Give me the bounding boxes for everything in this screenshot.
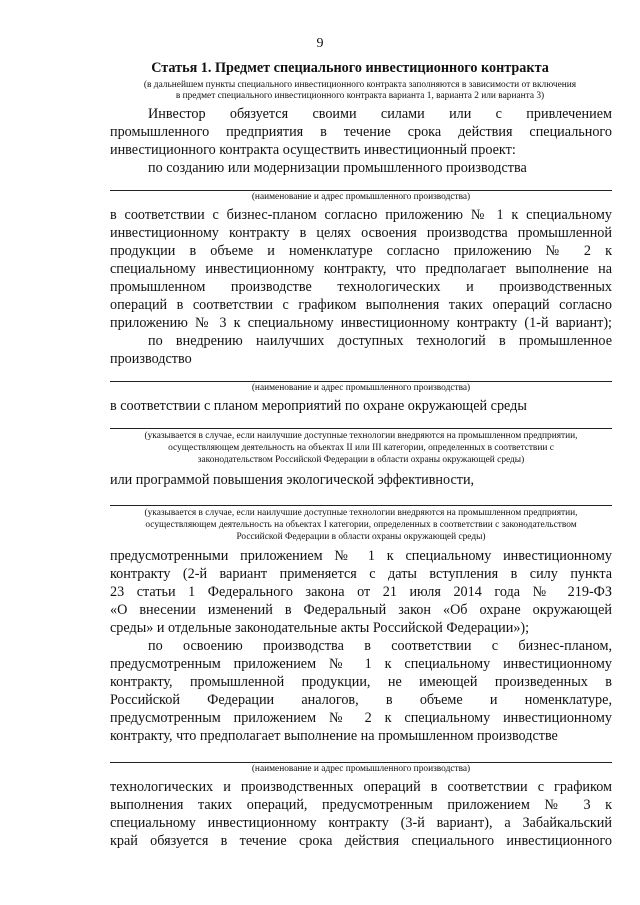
field-caption: (наименование и адрес промышленного производства) <box>251 192 471 202</box>
paragraph-line: в соответствии с бизнес-планом согласно приложению № 1 к специальному <box>110 207 612 223</box>
paragraph-line: «О внесении изменений в Федеральный закон «Об охране окружающей <box>110 602 612 618</box>
paragraph-line: предусмотренным приложением № 1 к специальному инвестиционному <box>110 656 612 672</box>
paragraph-line: по внедрению наилучших доступных технологий в промышленное <box>148 333 612 349</box>
paragraph-line: производство <box>110 351 192 367</box>
field-caption: (указывается в случае, если наилучшие доступные технологии внедряются на промышленном предприятии, <box>144 508 578 518</box>
paragraph-line: специальному инвестиционному контракту (3-й вариант), а Забайкальский <box>110 815 612 831</box>
paragraph-line: предусмотренным приложением № 2 к специальному инвестиционному <box>110 710 612 726</box>
paragraph-line: промышленном производстве технологических и производственных <box>110 279 612 295</box>
field-caption: (наименование и адрес промышленного производства) <box>251 764 471 774</box>
paragraph-line: операций в соответствии с графиком выполнения таких операций согласно <box>110 297 612 313</box>
paragraph-line: предусмотренными приложением № 1 к специальному инвестиционному <box>110 548 612 564</box>
paragraph-line: продукции в объеме и номенклатуре согласно приложению № 2 к <box>110 243 612 259</box>
paragraph-line: Российской Федерации аналогов, в объеме и номенклатуре, <box>110 692 612 708</box>
fill-in-line <box>110 428 612 429</box>
paragraph-line: в соответствии с планом мероприятий по охране окружающей среды <box>110 398 527 414</box>
fill-in-line <box>110 381 612 382</box>
paragraph-line: контракту (2-й вариант применяется с даты вступления в силу пункта <box>110 566 612 582</box>
paragraph-line: технологических и производственных операций в соответствии с графиком <box>110 779 612 795</box>
field-caption: Российской Федерации в области охраны окружающей среды) <box>236 532 486 542</box>
heading-note-line: (в дальнейшем пункты специального инвестиционного контракта заполняются в зависимости от включения <box>143 80 577 90</box>
field-caption: законодательством Российской Федерации в области охраны окружающей среды) <box>197 455 525 465</box>
paragraph-line: приложению № 3 к специальному инвестиционному контракту (1-й вариант); <box>110 315 612 331</box>
paragraph-line: Инвестор обязуется своими силами или с привлечением <box>148 106 612 122</box>
field-caption: (указывается в случае, если наилучшие доступные технологии внедряются на промышленном предприятии, <box>144 431 578 441</box>
paragraph-line: или программой повышения экологической эффективности, <box>110 472 475 488</box>
fill-in-line <box>110 505 612 506</box>
paragraph-line: край обязуется в течение срока действия специального инвестиционного <box>110 833 612 849</box>
fill-in-line <box>110 762 612 763</box>
paragraph-line: инвестиционного контракта осуществить инвестиционный проект: <box>110 142 516 158</box>
paragraph-line: специальному инвестиционному контракту, что предполагает выполнение на <box>110 261 612 277</box>
paragraph-line: среды» и отдельные законодательные акты Российской Федерации»); <box>110 620 530 636</box>
paragraph-line: по освоению производства в соответствии с бизнес-планом, <box>148 638 612 654</box>
paragraph-line: 23 статьи 1 Федерального закона от 21 июля 2014 года № 219-ФЗ <box>110 584 612 600</box>
field-caption: (наименование и адрес промышленного производства) <box>251 383 471 393</box>
paragraph-line: выполнения таких операций, предусмотренным приложением № 3 к <box>110 797 612 813</box>
field-caption: осуществляющем деятельность на объектах I категории, определенных в соответствии с законодательством <box>145 520 577 530</box>
paragraph-line: промышленного предприятия в течение срока действия специального <box>110 124 612 140</box>
paragraph-line: по созданию или модернизации промышленного производства <box>148 160 527 176</box>
fill-in-line <box>110 190 612 191</box>
paragraph-line: инвестиционному контракту в целях освоения производства промышленной <box>110 225 612 241</box>
article-heading: Статья 1. Предмет специального инвестиционного контракта <box>151 60 549 76</box>
paragraph-line: контракту, промышленной продукции, не имеющей произведенных в <box>110 674 612 690</box>
paragraph-line: контракту, что предполагает выполнение на промышленном производстве <box>110 728 558 744</box>
field-caption: осуществляющем деятельность на объектах II или III категории, определенных в соответствии с <box>168 443 554 453</box>
heading-note-line: в предмет специального инвестиционного контракта варианта 1, варианта 2 или варианта 3) <box>175 91 545 101</box>
page-number: 9 <box>316 36 324 51</box>
